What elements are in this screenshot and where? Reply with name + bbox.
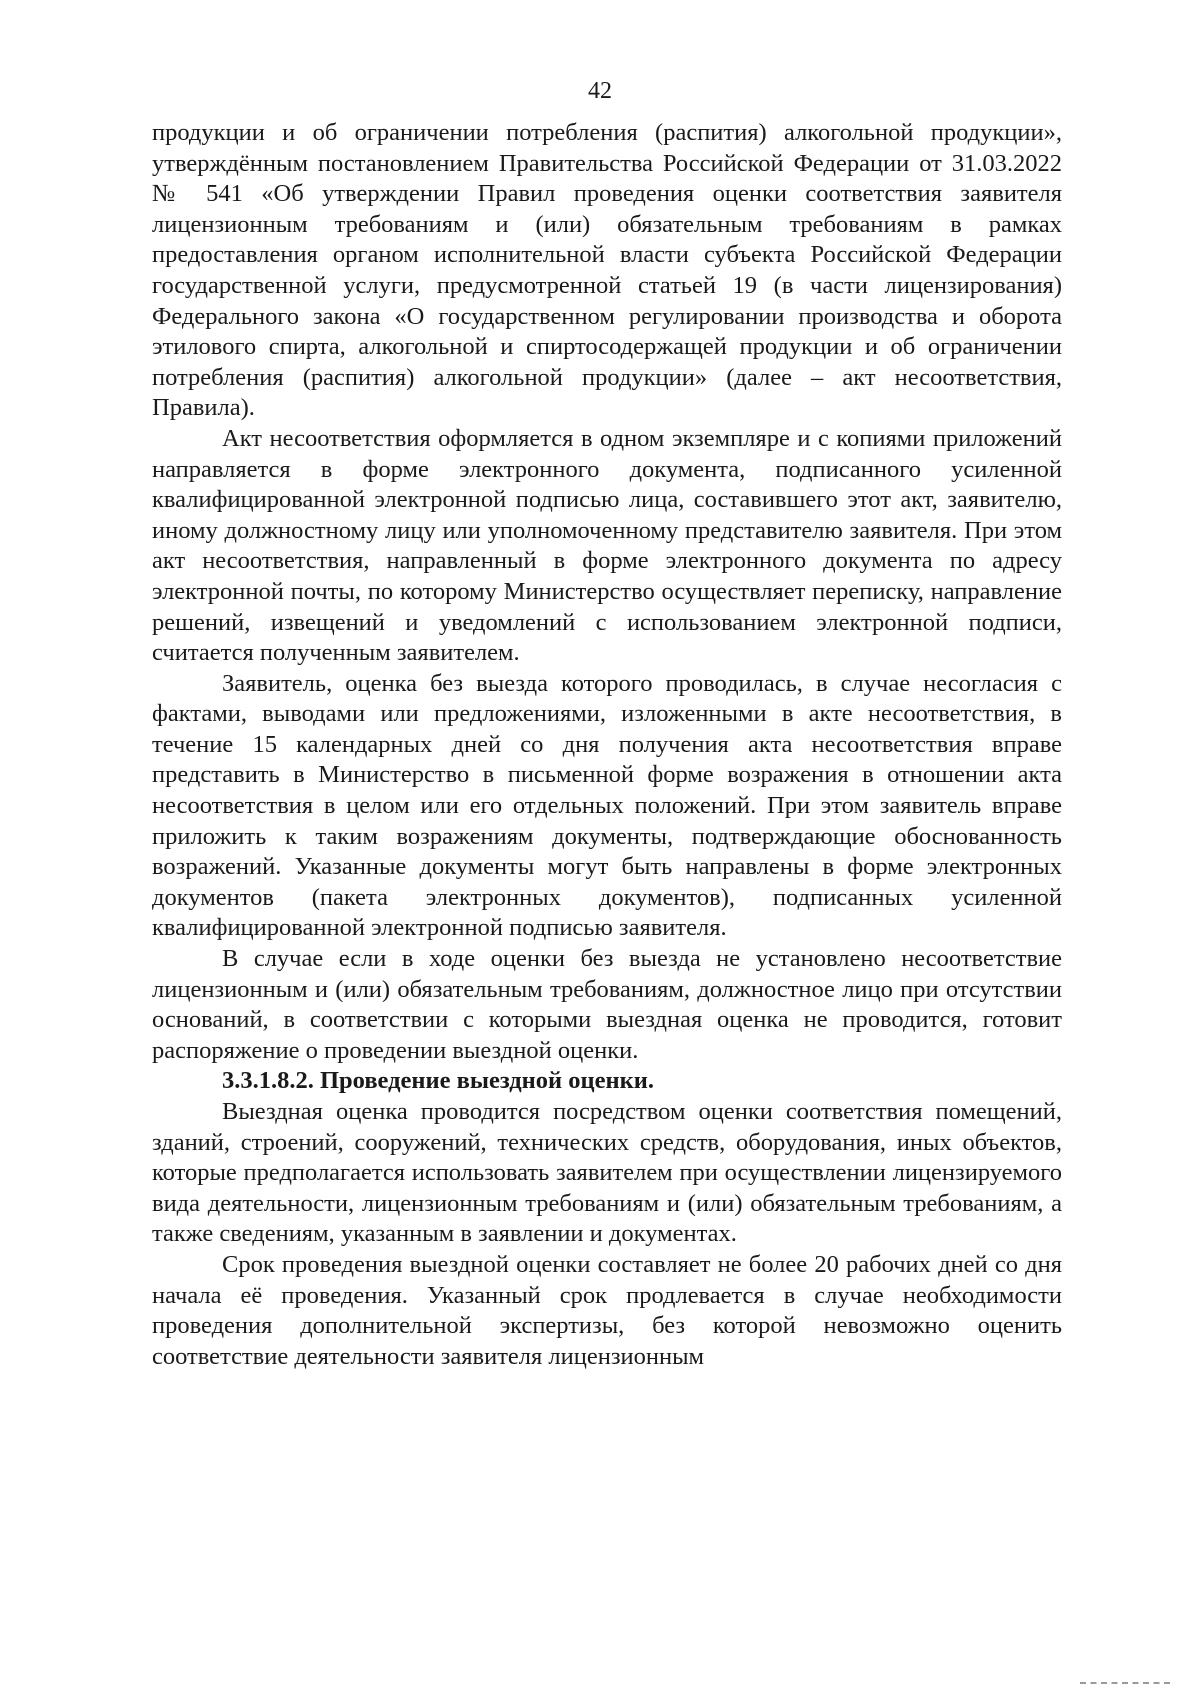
- document-body: [152, 118, 1062, 1372]
- paragraph-objections: Заявитель, оценка без выезда которого проводилась, в случае несогласия с фактами, выводами или предложениями, изложенными в акте несоответствия, в течение 15 календарных дней со дня получения акта несоответствия вправе представить в Министерство в письменной форме возражения в отношении акта несоответствия в целом или его отдельных положений. При этом заявитель вправе приложить к таким возражениям документы, подтверждающие обоснованность возражений. Указанные документы могут быть направлены в форме электронных документов (пакета электронных документов), подписанных усиленной квалифицированной электронной подписью заявителя.: [152, 669, 1062, 942]
- paragraph-assessment-term: Срок проведения выездной оценки составляет не более 20 рабочих дней со дня начала её проведения. Указанный срок продлевается в случае необходимости проведения дополнительной экспертизы, без которой невозможно оценить соответствие деятельности заявителя лицензионным: [152, 1250, 1062, 1370]
- page-number: 42: [588, 78, 612, 104]
- paragraph-onsite-assessment: Выездная оценка проводится посредством оценки соответствия помещений, зданий, строений, сооружений, технических средств, оборудования, иных объектов, которые предполагается использовать заявителем при осуществлении лицензируемого вида деятельности, лицензионным требованиям и (или) обязательным требованиям, а также сведениям, указанным в заявлении и документах.: [152, 1098, 1062, 1248]
- paragraph-no-discrepancy: В случае если в ходе оценки без выезда не установлено несоответствие лицензионным и (или) обязательным требованиям, должностное лицо при отсутствии оснований, в соответствии с которыми выездная оценка не проводится, готовит распоряжение о проведении выездной оценки.: [152, 945, 1062, 1064]
- scan-edge-mark: [1080, 1682, 1170, 1686]
- section-heading: 3.3.1.8.2. Проведение выездной оценки.: [222, 1067, 654, 1095]
- paragraph-act-issuance: Акт несоответствия оформляется в одном экземпляре и с копиями приложений направляется в форме электронного документа, подписанного усиленной квалифицированной электронной подписью лица, составившего этот акт, заявителю, иному должностному лицу или уполномоченному представителю заявителя. При этом акт несоответствия, направленный в форме электронного документа по адресу электронной почты, по которому Министерство осуществляет переписку, направление решений, извещений и уведомлений с использованием электронной подписи, считается полученным заявителем.: [152, 424, 1062, 667]
- paragraph-continuation: продукции и об ограничении потребления (распития) алкогольной продукции», утверждённым постановлением Правительства Российской Федерации от 31.03.2022 № 541 «Об утверждении Правил проведения оценки соответствия заявителя лицензионным требованиям и (или) обязательным требованиям в рамках предоставления органом исполнительной власти субъекта Российской Федерации государственной услуги, предусмотренной статьей 19 (в части лицензирования) Федерального закона «О государственном регулировании производства и оборота этилового спирта, алкогольной и спиртосодержащей продукции и об ограничении потребления (распития) алкогольной продукции» (далее – акт несоответствия, Правила).: [152, 119, 1062, 422]
